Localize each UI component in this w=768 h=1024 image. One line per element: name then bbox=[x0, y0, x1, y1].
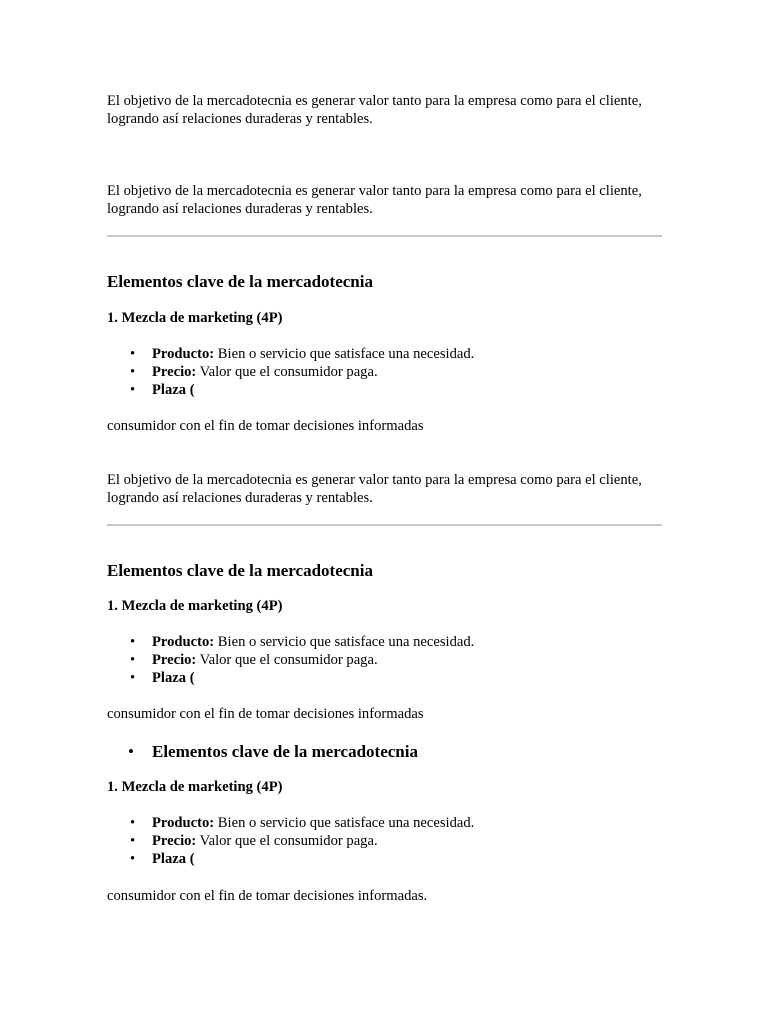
closing-text: consumidor con el fin de tomar decisiones informadas bbox=[107, 706, 424, 722]
bullet-icon: • bbox=[130, 670, 136, 686]
closing-text: consumidor con el fin de tomar decisiones informadas bbox=[107, 418, 424, 434]
intro-paragraph-1: El objetivo de la mercadotecnia es generar valor tanto para la empresa como para el cliente, logrando así relaciones duraderas y rentables. bbox=[107, 93, 642, 127]
section-heading: Elementos clave de la mercadotecnia bbox=[152, 742, 418, 761]
section-subheading: 1. Mezcla de marketing (4P) bbox=[107, 310, 283, 326]
document-page bbox=[107, 92, 662, 905]
bullet-icon: • bbox=[130, 634, 136, 650]
list-item-precio bbox=[130, 651, 662, 669]
list-item-label: Precio: bbox=[152, 652, 197, 668]
bullet-icon: • bbox=[130, 364, 136, 380]
list-item-plaza bbox=[130, 669, 662, 687]
list-item-label: Producto: bbox=[152, 346, 215, 362]
section-heading-bulleted bbox=[107, 741, 662, 763]
list-item-label: Plaza ( bbox=[152, 670, 195, 686]
bullet-icon: • bbox=[130, 833, 136, 849]
list-item-text: Bien o servicio que satisface una necesidad. bbox=[214, 634, 475, 650]
spacer bbox=[107, 128, 662, 182]
list-item-precio bbox=[130, 363, 662, 381]
list-item-text: Valor que el consumidor paga. bbox=[196, 833, 378, 849]
intro-paragraph-3: El objetivo de la mercadotecnia es generar valor tanto para la empresa como para el cliente, logrando así relaciones duraderas y rentables. bbox=[107, 472, 642, 506]
list-item-plaza bbox=[130, 381, 662, 399]
list-item-label: Precio: bbox=[152, 364, 197, 380]
marketing-mix-list bbox=[107, 633, 662, 687]
list-item-label: Producto: bbox=[152, 815, 215, 831]
bullet-icon: • bbox=[130, 652, 136, 668]
section-subheading: 1. Mezcla de marketing (4P) bbox=[107, 779, 283, 795]
bullet-icon: • bbox=[130, 346, 136, 362]
list-item-label: Plaza ( bbox=[152, 851, 195, 867]
list-item-text: Bien o servicio que satisface una necesidad. bbox=[214, 346, 475, 362]
intro-paragraph-2: El objetivo de la mercadotecnia es generar valor tanto para la empresa como para el cliente, logrando así relaciones duraderas y rentables. bbox=[107, 183, 642, 217]
list-item-producto bbox=[130, 633, 662, 651]
list-item-producto bbox=[130, 814, 662, 832]
list-item-text: Valor que el consumidor paga. bbox=[196, 364, 378, 380]
closing-text: consumidor con el fin de tomar decisiones informadas. bbox=[107, 888, 428, 904]
bullet-icon: • bbox=[130, 382, 136, 398]
section-subheading: 1. Mezcla de marketing (4P) bbox=[107, 598, 283, 614]
list-item-plaza bbox=[130, 850, 662, 868]
bullet-icon: • bbox=[130, 851, 136, 867]
marketing-mix-list bbox=[107, 345, 662, 399]
list-item-text: Bien o servicio que satisface una necesidad. bbox=[214, 815, 475, 831]
list-item-label: Plaza ( bbox=[152, 382, 195, 398]
section-heading: Elementos clave de la mercadotecnia bbox=[107, 272, 373, 291]
section-heading: Elementos clave de la mercadotecnia bbox=[107, 561, 373, 580]
marketing-mix-list bbox=[107, 814, 662, 868]
list-item-label: Producto: bbox=[152, 634, 215, 650]
list-item-producto bbox=[130, 345, 662, 363]
list-item-precio bbox=[130, 832, 662, 850]
bullet-icon: • bbox=[128, 742, 134, 761]
list-item-text: Valor que el consumidor paga. bbox=[196, 652, 378, 668]
bullet-icon: • bbox=[130, 815, 136, 831]
list-item-label: Precio: bbox=[152, 833, 197, 849]
